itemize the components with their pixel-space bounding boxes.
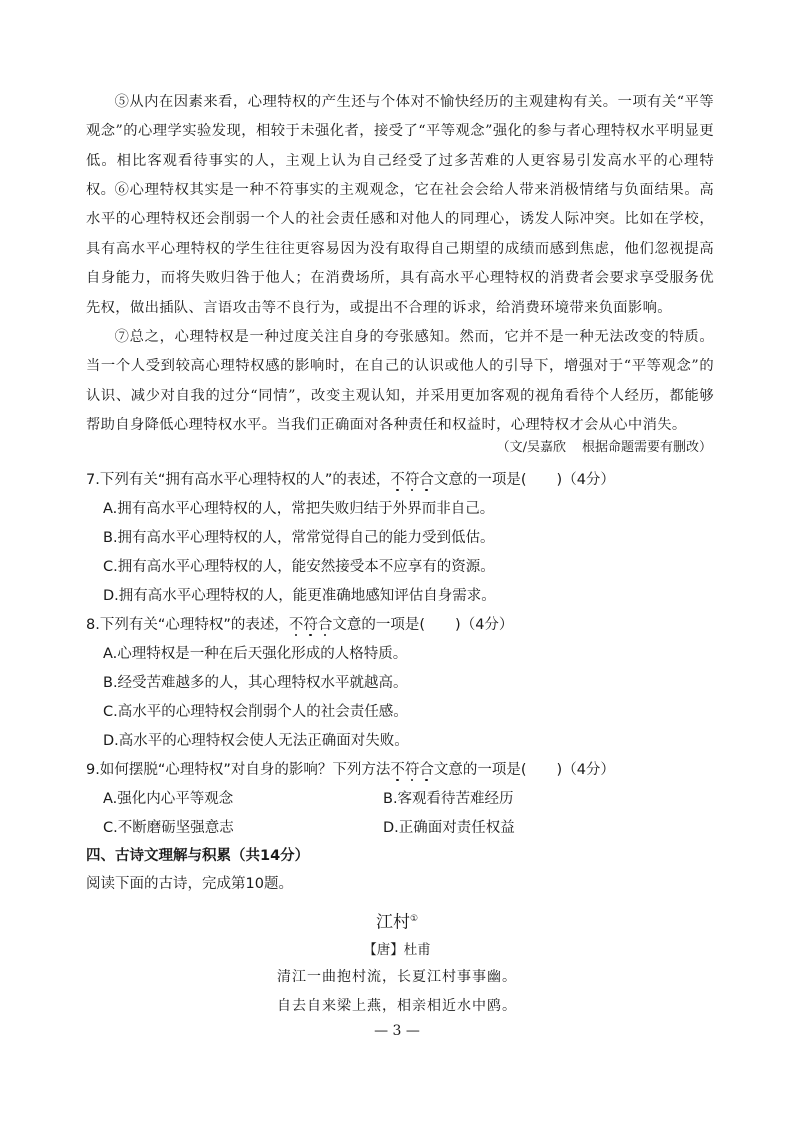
question-7-option-c: C.拥有高水平心理特权的人，能安然接受本不应享有的资源。 <box>103 559 495 575</box>
question-7-stem: 7.下列有关“拥有高水平心理特权的人”的表述，不符合文意的一项是( )（4分） <box>86 472 615 488</box>
question-8-stem: 8.下列有关“心理特权”的表述，不符合文意的一项是( )（4分） <box>86 617 514 633</box>
question-9-option-a: A.强化内心平等观念 <box>103 791 234 807</box>
page-number: — 3 — <box>374 1023 420 1039</box>
question-9-option-c: C.不断磨砺坚强意志 <box>103 820 234 836</box>
emphasis-dotted-text: 不符合 <box>390 472 434 488</box>
emphasis-dotted-text: 不符合 <box>390 762 434 778</box>
question-8-option-d: D.高水平的心理特权会使人无法正确面对失败。 <box>103 733 409 749</box>
passage-paragraph-7: ⑦总之，心理特权是一种过度关注自身的夸张感知。然而，它并不是一种无法改变的特质。当一个人受到较高心理特权感的影响时，在自己的认识或他人的引导下，增强对于“平等观念”的认识、减少对自我的过分“同情”，改变主观认知，并采用更加客观的视角看待个人经历，都能够帮助自身降低心理特权水平。当我们正确面对各种责任和权益时，心理特权才会从心中消失。 <box>86 329 714 434</box>
question-8-option-a: A.心理特权是一种在后天强化形成的人格特质。 <box>103 646 408 662</box>
footnote-marker: ① <box>409 914 419 924</box>
passage-source <box>497 437 712 459</box>
question-7-option-b: B.拥有高水平心理特权的人，常常觉得自己的能力受到低估。 <box>103 530 495 546</box>
poem-line-1: 清江一曲抱村流，长夏江村事事幽。 <box>277 969 517 985</box>
question-8-option-b: B.经受苦难越多的人，其心理特权水平就越高。 <box>103 675 408 691</box>
passage-paragraph-5: ⑤从内在因素来看，心理特权的产生还与个体对不愉快经历的主观建构有关。一项有关“平等观念”的心理学实验发现，相较于未强化者，接受了“平等观念”强化的参与者心理特权水平明显更低。相比客观看待事实的人，主观上认为自己经受了过多苦难的人更容易引发高水平的心理特权。 <box>86 94 714 199</box>
poem-title: 江村① <box>375 912 419 933</box>
passage-paragraph-6: ⑥心理特权其实是一种不符事实的主观观念，它在社会会给人带来消极情绪与负面结果。高水平的心理特权还会削弱一个人的社会责任感和对他人的同理心，诱发人际冲突。比如在学校，具有高水平心理特权的学生往往更容易因为没有取得自己期望的成绩而感到焦虑，他们忽视提高自身能力，而将失败归咎于他人；在消费场所，具有高水平心理特权的消费者会要求享受服务优先权，做出插队、言语攻击等不良行为，或提出不合理的诉求，给消费环境带来负面影响。 <box>86 182 714 316</box>
emphasis-dotted-text: 不符合 <box>288 617 333 633</box>
section-4-title: 四、古诗文理解与积累（共14分） <box>86 848 310 864</box>
question-9-option-b: B.客观看待苦难经历 <box>383 791 514 807</box>
source-note: 根据命题需要有删改） <box>581 440 712 455</box>
question-9-option-d: D.正确面对责任权益 <box>383 820 515 836</box>
question-9-stem: 9.如何摆脱“心理特权”对自身的影响？下列方法不符合文意的一项是( )（4分） <box>86 762 615 778</box>
poem-line-2: 自去自来梁上燕，相亲相近水中鸥。 <box>277 998 517 1014</box>
question-8-option-c: C.高水平的心理特权会削弱个人的社会责任感。 <box>103 704 408 720</box>
question-7-option-d: D.拥有高水平心理特权的人，能更准确地感知评估自身需求。 <box>103 588 496 604</box>
question-7-option-a: A.拥有高水平心理特权的人，常把失败归结于外界而非自己。 <box>103 501 495 517</box>
poem-author: 【唐】杜甫 <box>363 942 431 958</box>
source-author: （文/吴嘉欣 <box>496 440 566 455</box>
section-4-instruction: 阅读下面的古诗，完成第10题。 <box>86 876 293 892</box>
